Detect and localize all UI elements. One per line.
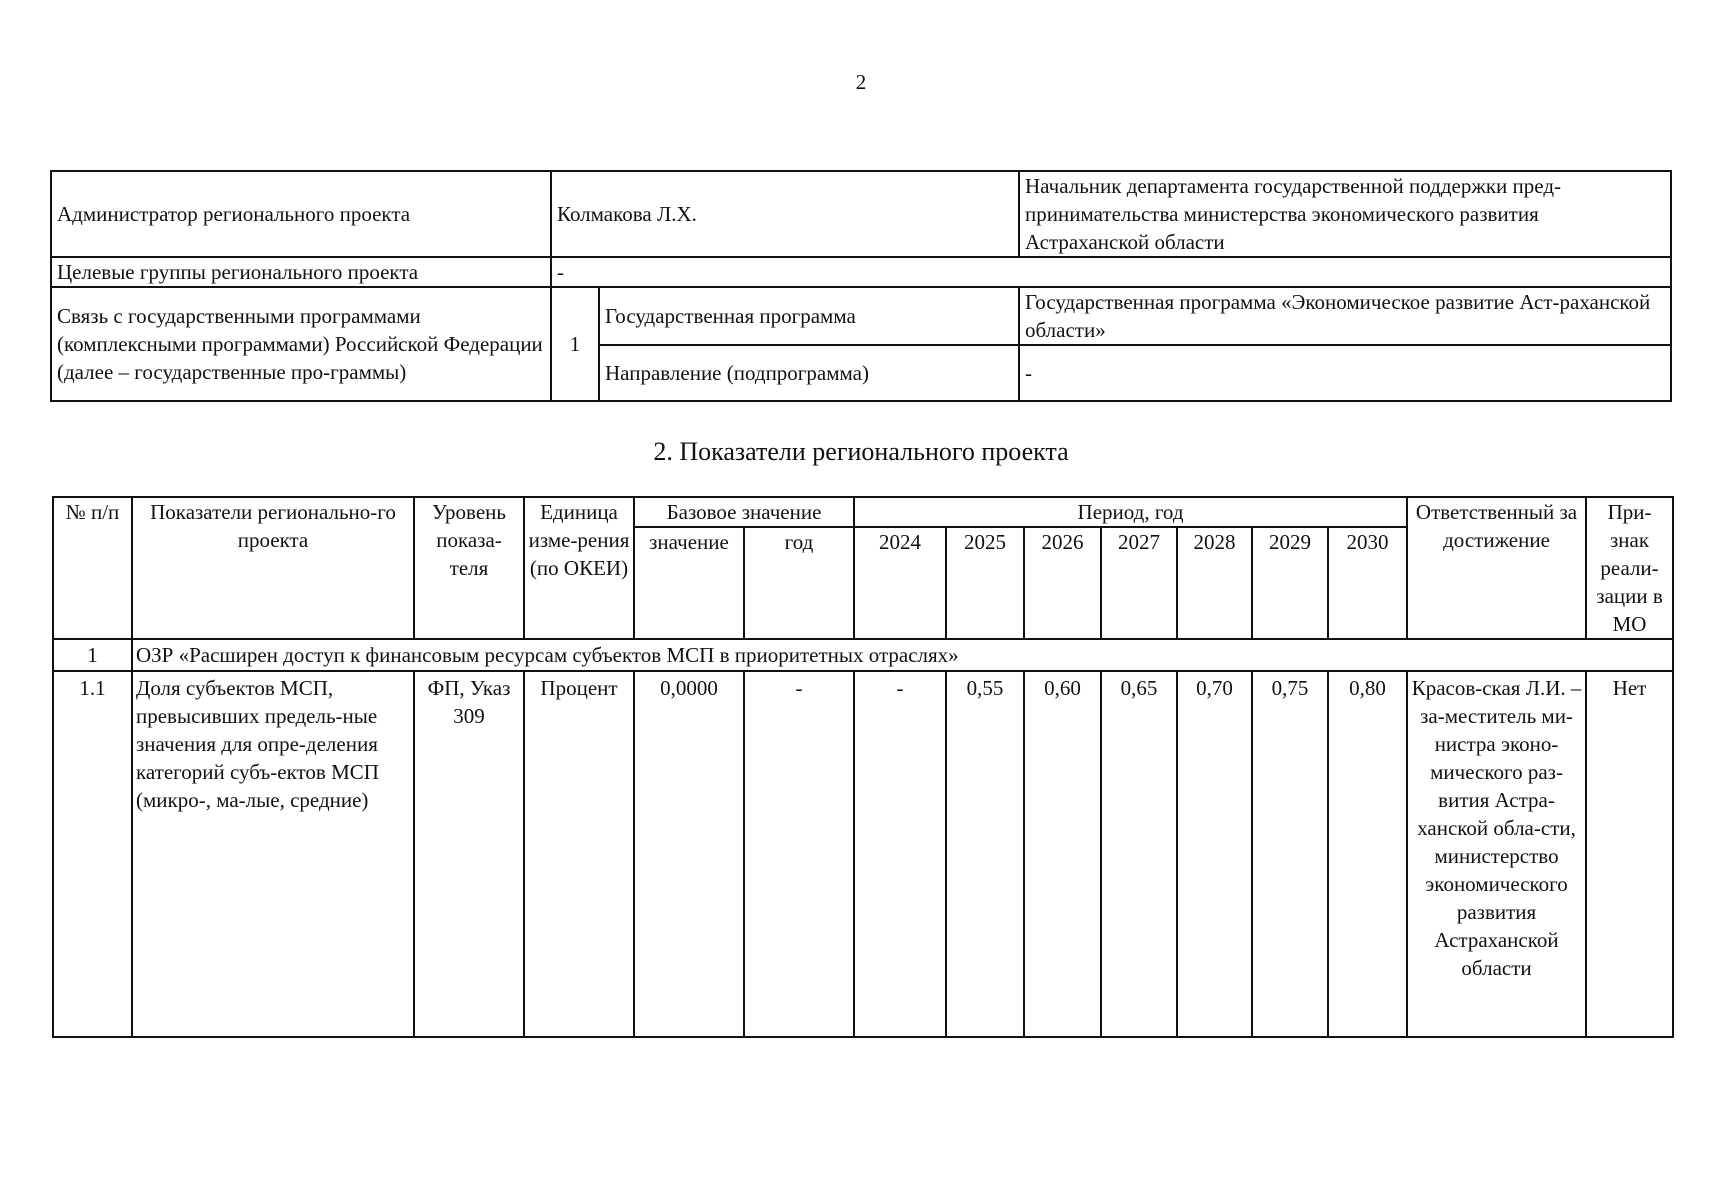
- section-num: 1: [53, 639, 132, 671]
- header-year: 2025: [946, 527, 1024, 639]
- target-groups-row: [51, 257, 1671, 287]
- row-level: ФП, Указ 309: [414, 671, 524, 1037]
- header-base-year: год: [744, 527, 854, 639]
- direction-label: Направление (подпрограмма): [599, 345, 1019, 401]
- header-year: 2030: [1328, 527, 1407, 639]
- row-base-year: -: [744, 671, 854, 1037]
- row-value: 0,80: [1328, 671, 1407, 1037]
- row-indicator: Доля субъектов МСП, превысивших предель-ные значения для опре-деления категорий субъ-ектов МСП (микро-, ма-лые, средние): [132, 671, 414, 1037]
- header-year: 2028: [1177, 527, 1252, 639]
- target-groups-value: -: [551, 257, 1671, 287]
- row-base-value: 0,0000: [634, 671, 744, 1037]
- administrator-name: Колмакова Л.Х.: [551, 171, 1019, 257]
- header-indicator: Показатели регионально-го проекта: [132, 497, 414, 639]
- row-sign: Нет: [1586, 671, 1673, 1037]
- row-unit: Процент: [524, 671, 634, 1037]
- state-program-label: Государственная программа: [599, 287, 1019, 345]
- target-groups-label: Целевые группы регионального проекта: [51, 257, 551, 287]
- project-info-table: [50, 170, 1672, 402]
- section-title: 2. Показатели регионального проекта: [653, 437, 1069, 466]
- header-num: № п/п: [53, 497, 132, 639]
- header-year: 2024: [854, 527, 946, 639]
- section-row: [53, 639, 1673, 671]
- header-level: Уровень показа-теля: [414, 497, 524, 639]
- state-program-value: Государственная программа «Экономическое развитие Аст-раханской области»: [1019, 287, 1671, 345]
- header-responsible: Ответственный за достижение: [1407, 497, 1586, 639]
- program-row: [51, 287, 1671, 345]
- header-base: Базовое значение: [634, 497, 854, 527]
- row-responsible: Красов-ская Л.И. – за-меститель ми-нистра эконо-мического раз-вития Астра-ханской обла-сти, министерство экономического развития Астраханской области: [1407, 671, 1586, 1037]
- table-row: [53, 671, 1673, 1037]
- header-base-value: значение: [634, 527, 744, 639]
- header-unit: Единица изме-рения (по ОКЕИ): [524, 497, 634, 639]
- row-value: 0,55: [946, 671, 1024, 1037]
- administrator-position: Начальник департамента государственной поддержки пред-принимательства министерства экономического развития Астраханской области: [1019, 171, 1671, 257]
- header-year: 2027: [1101, 527, 1177, 639]
- row-num: 1.1: [53, 671, 132, 1037]
- administrator-label: Администратор регионального проекта: [51, 171, 551, 257]
- row-value: 0,70: [1177, 671, 1252, 1037]
- programs-link-label: Связь с государственными программами (комплексными программами) Российской Федерации (далее – государственные про-граммы): [51, 287, 551, 401]
- header-sign: При-знак реали-зации в МО: [1586, 497, 1673, 639]
- row-value: 0,75: [1252, 671, 1328, 1037]
- row-value: 0,60: [1024, 671, 1101, 1037]
- administrator-row: [51, 171, 1671, 257]
- header-year: 2029: [1252, 527, 1328, 639]
- header-row: [53, 497, 1673, 527]
- section-text: ОЗР «Расширен доступ к финансовым ресурсам субъектов МСП в приоритетных отраслях»: [132, 639, 1673, 671]
- page-number: 2: [855, 70, 867, 94]
- row-value: -: [854, 671, 946, 1037]
- header-year: 2026: [1024, 527, 1101, 639]
- row-value: 0,65: [1101, 671, 1177, 1037]
- indicators-table: [52, 496, 1674, 1038]
- direction-value: -: [1019, 345, 1671, 401]
- programs-link-number: 1: [551, 287, 599, 401]
- header-period: Период, год: [854, 497, 1407, 527]
